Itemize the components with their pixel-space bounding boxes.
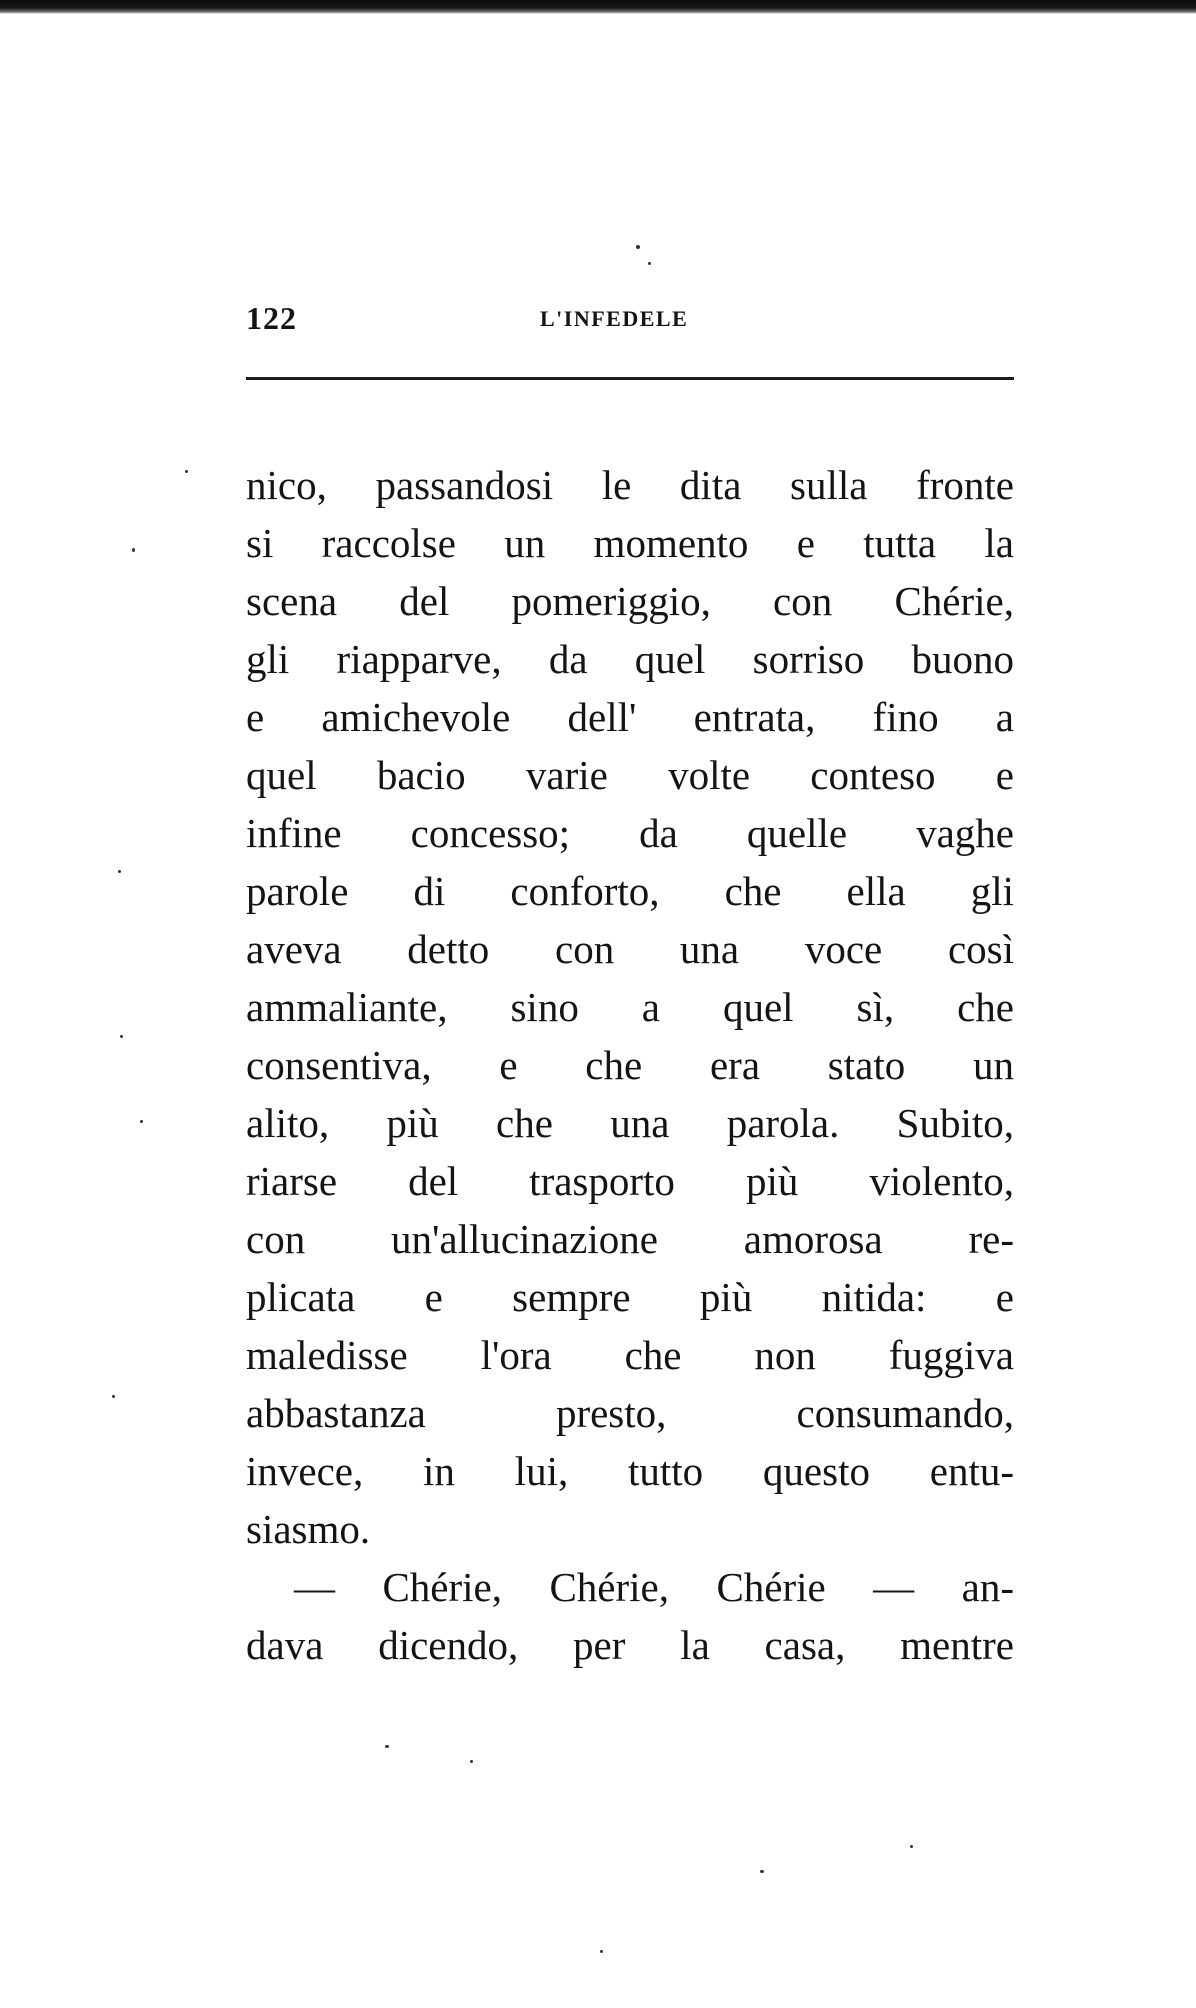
- speck: [760, 1870, 764, 1873]
- body-text: [246, 456, 1014, 1674]
- speck: [112, 1395, 115, 1398]
- speck: [140, 1120, 143, 1123]
- speck: [910, 1845, 913, 1848]
- text-line: ammaliante, sino a quel sì, che: [246, 984, 1014, 1030]
- speck: [132, 548, 135, 552]
- text-line: aveva detto con una voce così: [246, 926, 1014, 972]
- speck: [120, 1035, 123, 1038]
- page-number: 122: [246, 300, 297, 336]
- speck: [385, 1745, 389, 1748]
- speck: [118, 870, 121, 873]
- text-line: alito, più che una parola. Subito,: [246, 1100, 1014, 1146]
- speck: [600, 1950, 603, 1953]
- speck: [470, 1760, 473, 1763]
- speck: [648, 262, 651, 265]
- speck: [636, 245, 640, 249]
- running-title: L'INFEDELE: [540, 306, 689, 331]
- text-line: consentiva, e che era stato un: [246, 1042, 1014, 1088]
- text-line: riarse del trasporto più violento,: [246, 1158, 1014, 1204]
- text-line: nico, passandosi le dita sulla fronte: [246, 462, 1014, 508]
- text-line: con un'allucinazione amorosa re-: [246, 1216, 1014, 1262]
- text-line: e amichevole dell' entrata, fino a: [246, 694, 1014, 740]
- text-line: — Chérie, Chérie, Chérie — an-: [294, 1564, 1014, 1610]
- text-line: maledisse l'ora che non fuggiva: [246, 1332, 1014, 1378]
- header-rule: [246, 377, 1014, 380]
- speck: [185, 470, 188, 473]
- text-line: abbastanza presto, consumando,: [246, 1390, 1014, 1436]
- text-line: invece, in lui, tutto questo entu-: [246, 1448, 1014, 1494]
- text-line: quel bacio varie volte conteso e: [246, 752, 1014, 798]
- text-line: dava dicendo, per la casa, mentre: [246, 1622, 1014, 1668]
- page-top-edge: [0, 0, 1196, 14]
- text-line: si raccolse un momento e tutta la: [246, 520, 1014, 566]
- running-head: [246, 300, 1008, 340]
- text-line: parole di conforto, che ella gli: [246, 868, 1014, 914]
- text-line: plicata e sempre più nitida: e: [246, 1274, 1014, 1320]
- text-line: gli riapparve, da quel sorriso buono: [246, 636, 1014, 682]
- text-line: siasmo.: [246, 1506, 371, 1552]
- text-line: infine concesso; da quelle vaghe: [246, 810, 1014, 856]
- text-line: scena del pomeriggio, con Chérie,: [246, 578, 1014, 624]
